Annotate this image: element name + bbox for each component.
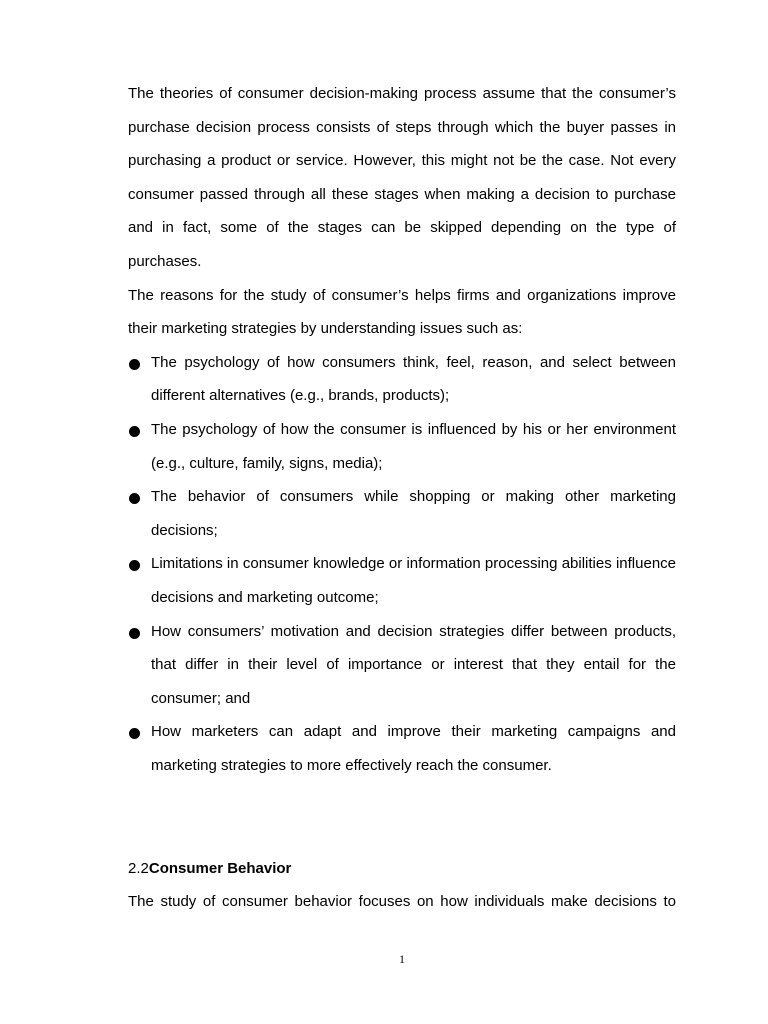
issues-list: [128, 346, 676, 783]
list-item: [128, 615, 676, 716]
section-paragraph: The study of consumer behavior focuses on how individuals make decisions to: [128, 893, 676, 910]
bullet-icon: [129, 359, 140, 370]
list-item-text: The psychology of how consumers think, feel, reason, and select between different alternatives (e.g., brands, products);: [151, 353, 676, 405]
list-item-text: The behavior of consumers while shopping or making other marketing decisions;: [151, 488, 676, 539]
bullet-icon: [129, 426, 140, 437]
reasons-paragraph: The reasons for the study of consumer’s helps firms and organizations improve their marketing strategies by understanding issues such as:: [128, 286, 676, 338]
bullet-icon: [129, 493, 140, 504]
list-item-text: Limitations in consumer knowledge or information processing abilities influence decisions and marketing outcome;: [151, 555, 676, 606]
section-number: 2.2: [128, 860, 149, 877]
bullet-icon: [129, 728, 140, 739]
section-title: Consumer Behavior: [148, 860, 292, 877]
bullet-icon: [129, 628, 140, 639]
list-item: [128, 547, 676, 614]
list-item-text: How marketers can adapt and improve their marketing campaigns and marketing strategies to more effectively reach the consumer.: [151, 723, 676, 774]
bullet-icon: [129, 560, 140, 571]
list-item: [128, 480, 676, 547]
list-item-text: The psychology of how the consumer is influenced by his or her environment (e.g., culture, family, signs, media);: [151, 420, 676, 472]
list-item-text: How consumers’ motivation and decision strategies differ between products, that differ in their level of importance or interest that they entail for the consumer; and: [151, 622, 676, 707]
list-item: [128, 413, 676, 480]
list-item: [128, 346, 676, 413]
intro-paragraph: The theories of consumer decision-making process assume that the consumer’s purchase decision process consists of steps through which the buyer passes in purchasing a product or service. However, this might not be the case. Not every consumer passed through all these stages when making a decision to purchase and in fact, some of the stages can be skipped depending on the type of purchases.: [128, 85, 676, 270]
section-heading: [128, 852, 291, 886]
document-body: [128, 77, 676, 782]
page-number: 1: [399, 952, 405, 966]
list-item: [128, 715, 676, 782]
